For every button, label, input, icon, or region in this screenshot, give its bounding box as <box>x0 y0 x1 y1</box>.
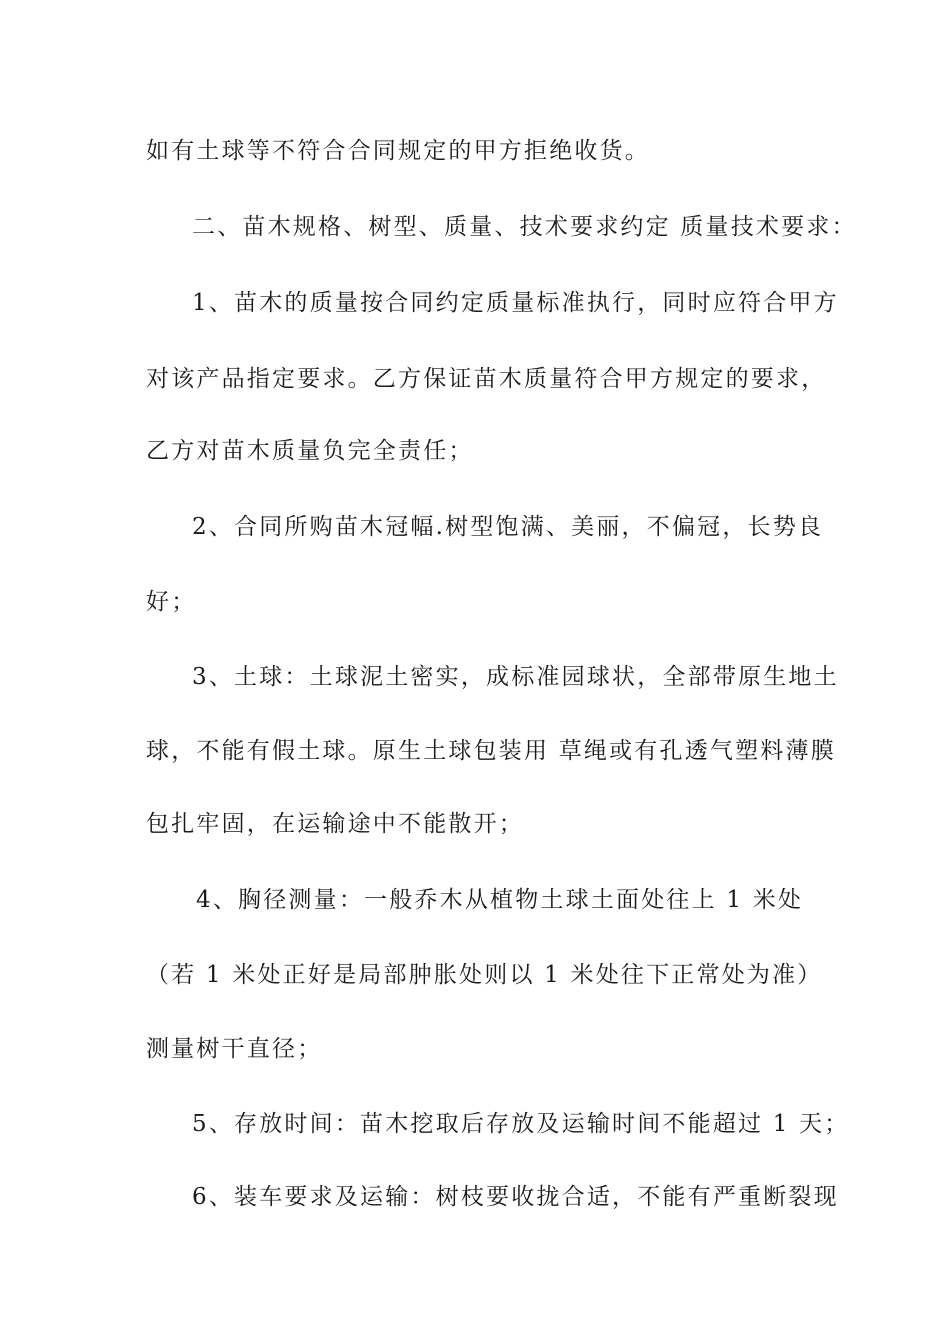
text-line-item-3-cont-b: 包扎牢固，在运输途中不能散开； <box>146 811 524 837</box>
text-line-item-1-cont-a: 对该产品指定要求。乙方保证苗木质量符合甲方规定的要求， <box>146 366 827 392</box>
text-line-item-4-cont-b: 测量树干直径； <box>146 1036 323 1062</box>
text-line-item-4: 4、胸径测量：一般乔木从植物土球土面处往上 1 米处 <box>196 887 804 913</box>
text-line-item-3-cont-a: 球，不能有假土球。原生土球包装用 草绳或有孔透气塑料薄膜 <box>146 738 836 764</box>
text-line-item-2: 2、合同所购苗木冠幅.树型饱满、美丽，不偏冠，长势良 <box>192 514 824 540</box>
text-line-item-4-cont-a: （若 1 米处正好是局部肿胀处则以 1 米处往下正常处为准） <box>146 962 823 988</box>
text-line-1: 如有土球等不符合合同规定的甲方拒绝收货。 <box>146 138 650 164</box>
text-line-item-1-cont-b: 乙方对苗木质量负完全责任； <box>146 438 474 464</box>
text-line-item-3: 3、土球：土球泥土密实，成标准园球状，全部带原生地土 <box>192 664 839 690</box>
section-heading-2: 二、苗木规格、树型、质量、技术要求约定 质量技术要求： <box>192 214 857 240</box>
text-line-item-2-cont: 好； <box>146 589 197 615</box>
text-line-item-1: 1、苗木的质量按合同约定质量标准执行，同时应符合甲方 <box>192 290 839 316</box>
text-line-item-5: 5、存放时间：苗木挖取后存放及运输时间不能超过 1 天； <box>192 1111 850 1137</box>
text-line-item-6: 6、装车要求及运输：树枝要收拢合适，不能有严重断裂现 <box>192 1184 839 1210</box>
